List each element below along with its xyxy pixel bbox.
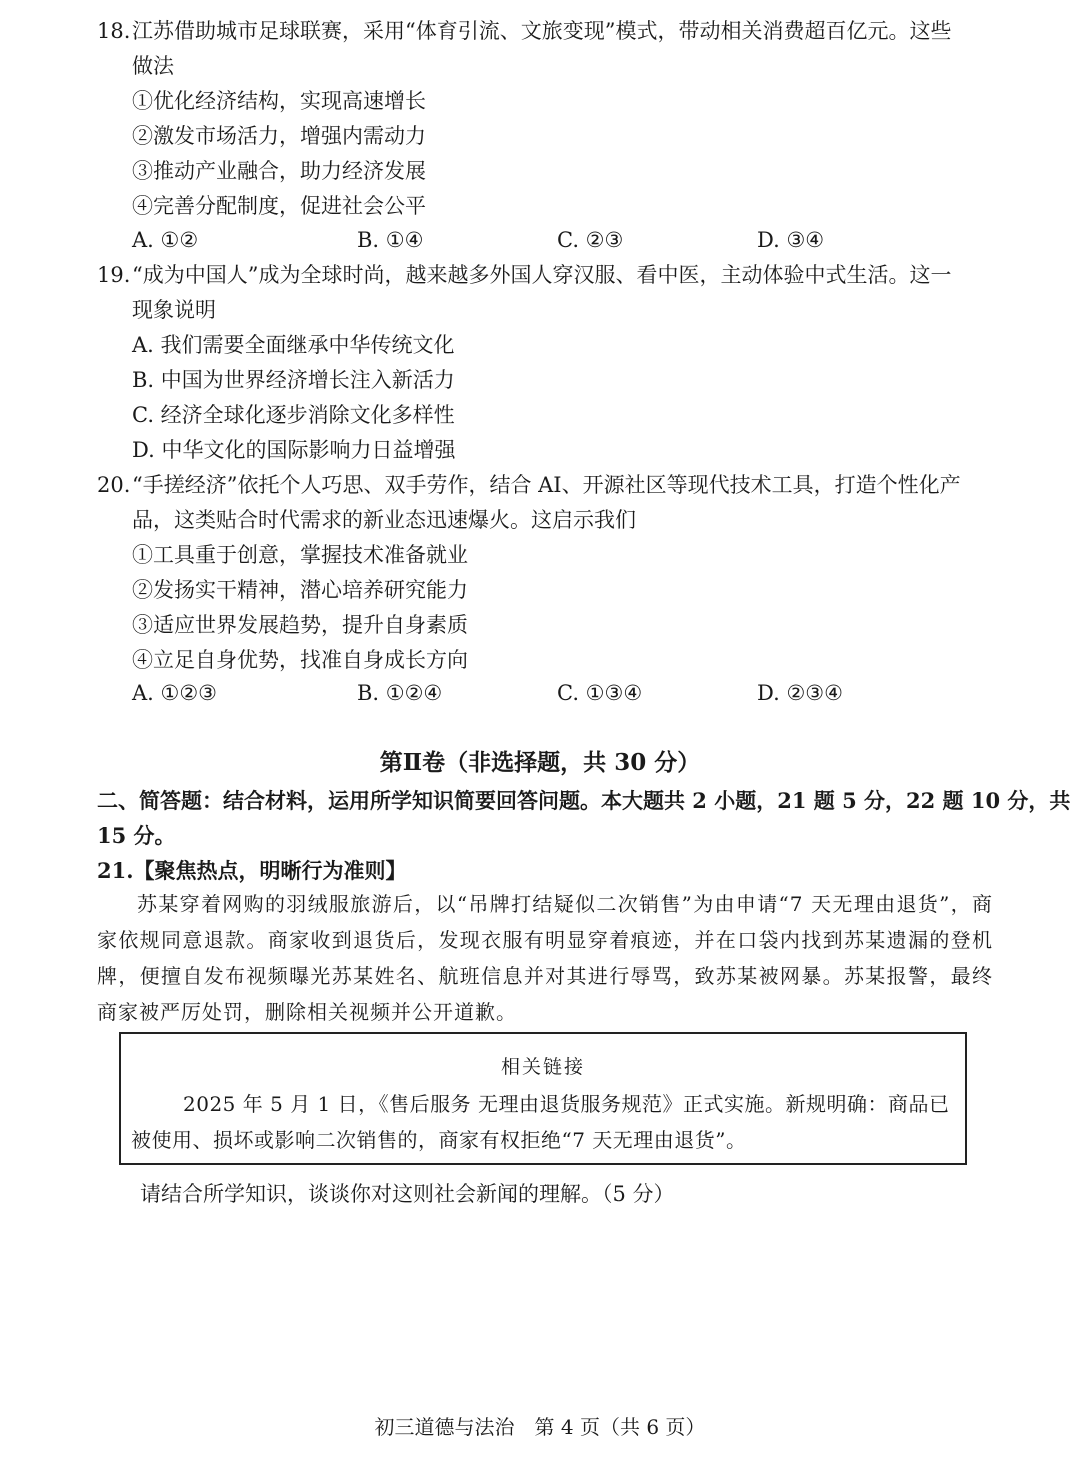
section-2-instruction-line2: 15 分。 (97, 823, 176, 848)
q20-stem-line1: “手搓经济”依托个人巧思、双手劳作，结合 AI、开源社区等现代技术工具，打造个性化产 (132, 473, 961, 497)
q21-heading: 21.【聚焦热点，明晰行为准则】 (97, 858, 407, 883)
q21-question: 请结合所学知识，谈谈你对这则社会新闻的理解。（5 分） (140, 1182, 675, 1206)
related-link-box (119, 1032, 967, 1165)
q18-choices (132, 223, 872, 257)
related-link-text: 2025 年 5 月 1 日，《售后服务 无理由退货服务规范》正式实施。新规明确：商品已被使用、损坏或影响二次销售的，商家有权拒绝“7 天无理由退货”。 (131, 1092, 950, 1152)
q19-option-b: B. 中国为世界经济增长注入新活力 (132, 368, 455, 392)
q18-choice-b: B. ①④ (357, 228, 424, 252)
q18-item-2: ②激发市场活力，增强内需动力 (132, 124, 426, 148)
q19-number: 19. (97, 263, 131, 287)
related-link-title: 相关链接 (500, 1056, 585, 1078)
q18-choice-c: C. ②③ (557, 228, 624, 252)
q18-item-4: ④完善分配制度，促进社会公平 (132, 194, 426, 218)
q19-stem-line2: 现象说明 (132, 298, 216, 322)
q19-option-d: D. 中华文化的国际影响力日益增强 (132, 438, 456, 462)
q20-item-4: ④立足自身优势，找准自身成长方向 (132, 648, 468, 672)
q19-stem-line1: “成为中国人”成为全球时尚，越来越多外国人穿汉服、看中医，主动体验中式生活。这一 (132, 263, 952, 287)
page-footer: 初三道德与法治 第 4 页（共 6 页） (374, 1415, 706, 1439)
q18-number: 18. (97, 19, 131, 43)
q20-item-3: ③适应世界发展趋势，提升自身素质 (132, 613, 468, 637)
q20-choice-d: D. ②③④ (757, 681, 843, 705)
q20-choice-c: C. ①③④ (557, 681, 643, 705)
q18-item-3: ③推动产业融合，助力经济发展 (132, 159, 426, 183)
section-2-instruction-line1: 二、简答题：结合材料，运用所学知识简要回答问题。本大题共 2 小题，21 题 5 分，22 题 10 分，共 (97, 788, 1071, 813)
q18-stem-line2: 做法 (132, 54, 174, 78)
q20-choice-a: A. ①②③ (132, 681, 217, 705)
q20-choices (132, 676, 872, 710)
section-2-title: 第Ⅱ卷（非选择题，共 30 分） (379, 749, 701, 776)
q20-item-1: ①工具重于创意，掌握技术准备就业 (132, 543, 468, 567)
q20-number: 20. (97, 473, 131, 497)
q18-choice-a: A. ①② (132, 228, 199, 252)
q18-choice-d: D. ③④ (757, 228, 825, 252)
q20-choice-b: B. ①②④ (357, 681, 443, 705)
q19-option-c: C. 经济全球化逐步消除文化多样性 (132, 403, 455, 427)
q20-item-2: ②发扬实干精神，潜心培养研究能力 (132, 578, 468, 602)
q18-item-1: ①优化经济结构，实现高速增长 (132, 89, 426, 113)
q19-option-a: A. 我们需要全面继承中华传统文化 (132, 333, 455, 357)
q21-material: 苏某穿着网购的羽绒服旅游后，以“吊牌打结疑似二次销售”为由申请“7 天无理由退货”，商家依规同意退款。商家收到退货后，发现衣服有明显穿着痕迹，并在口袋内找到苏某遗漏的登机牌，便擅自发布视频曝光苏某姓名、航班信息并对其进行辱骂，致苏某被网暴。苏某报警，最终商家被严厉处罚，删除相关视频并公开道歉。 (97, 892, 993, 1024)
q18-stem-line1: 江苏借助城市足球联赛，采用“体育引流、文旅变现”模式，带动相关消费超百亿元。这些 (132, 19, 952, 43)
q20-stem-line2: 品，这类贴合时代需求的新业态迅速爆火。这启示我们 (132, 508, 636, 532)
